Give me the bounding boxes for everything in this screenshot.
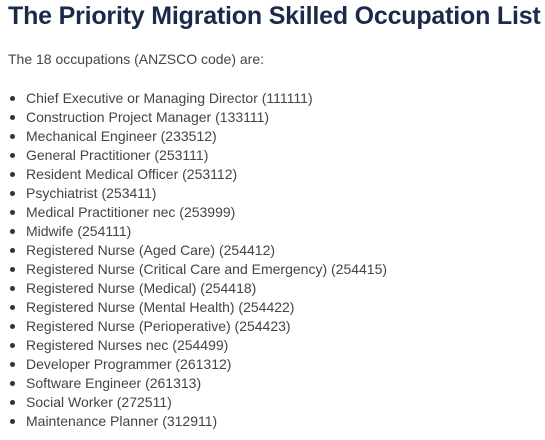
bullet-icon xyxy=(10,172,15,177)
bullet-icon xyxy=(10,419,15,424)
list-item xyxy=(8,374,387,393)
occupation-label: Registered Nurse (Critical Care and Emergency) (254415) xyxy=(26,261,388,277)
list-item xyxy=(8,336,387,355)
bullet-icon xyxy=(10,134,15,139)
occupation-label: Chief Executive or Managing Director (111111) xyxy=(26,90,313,106)
occupation-label: Construction Project Manager (133111) xyxy=(26,109,270,125)
occupation-label: Registered Nurse (Medical) (254418) xyxy=(26,280,257,296)
occupation-label: Software Engineer (261313) xyxy=(26,375,202,391)
occupation-label: General Practitioner (253111) xyxy=(26,147,209,163)
page-title: The Priority Migration Skilled Occupation List xyxy=(8,2,541,30)
bullet-icon xyxy=(10,210,15,215)
occupation-label: Psychiatrist (253411) xyxy=(26,185,157,201)
list-item xyxy=(8,184,387,203)
bullet-icon xyxy=(10,115,15,120)
list-item xyxy=(8,241,387,260)
list-item xyxy=(8,146,387,165)
occupation-label: Maintenance Planner (312911) xyxy=(26,413,218,429)
bullet-icon xyxy=(10,305,15,310)
occupation-list xyxy=(8,89,387,431)
bullet-icon xyxy=(10,381,15,386)
list-item xyxy=(8,260,387,279)
occupation-label: Registered Nurses nec (254499) xyxy=(26,337,229,353)
occupation-label: Social Worker (272511) xyxy=(26,394,172,410)
list-item xyxy=(8,317,387,336)
list-item xyxy=(8,222,387,241)
list-item xyxy=(8,279,387,298)
list-item xyxy=(8,412,387,431)
bullet-icon xyxy=(10,248,15,253)
list-item xyxy=(8,203,387,222)
list-item xyxy=(8,165,387,184)
bullet-icon xyxy=(10,267,15,272)
occupation-label: Registered Nurse (Aged Care) (254412) xyxy=(26,242,276,258)
occupation-label: Developer Programmer (261312) xyxy=(26,356,232,372)
intro-text: The 18 occupations (ANZSCO code) are: xyxy=(8,51,265,67)
occupation-label: Mechanical Engineer (233512) xyxy=(26,128,217,144)
list-item xyxy=(8,127,387,146)
occupation-label: Resident Medical Officer (253112) xyxy=(26,166,238,182)
list-item xyxy=(8,89,387,108)
list-item xyxy=(8,355,387,374)
bullet-icon xyxy=(10,343,15,348)
list-item xyxy=(8,108,387,127)
bullet-icon xyxy=(10,286,15,291)
bullet-icon xyxy=(10,362,15,367)
bullet-icon xyxy=(10,324,15,329)
occupation-label: Registered Nurse (Mental Health) (254422) xyxy=(26,299,295,315)
bullet-icon xyxy=(10,400,15,405)
bullet-icon xyxy=(10,96,15,101)
bullet-icon xyxy=(10,153,15,158)
bullet-icon xyxy=(10,229,15,234)
occupation-label: Midwife (254111) xyxy=(26,223,132,239)
bullet-icon xyxy=(10,191,15,196)
list-item xyxy=(8,298,387,317)
occupation-label: Registered Nurse (Perioperative) (254423) xyxy=(26,318,291,334)
occupation-label: Medical Practitioner nec (253999) xyxy=(26,204,236,220)
list-item xyxy=(8,393,387,412)
